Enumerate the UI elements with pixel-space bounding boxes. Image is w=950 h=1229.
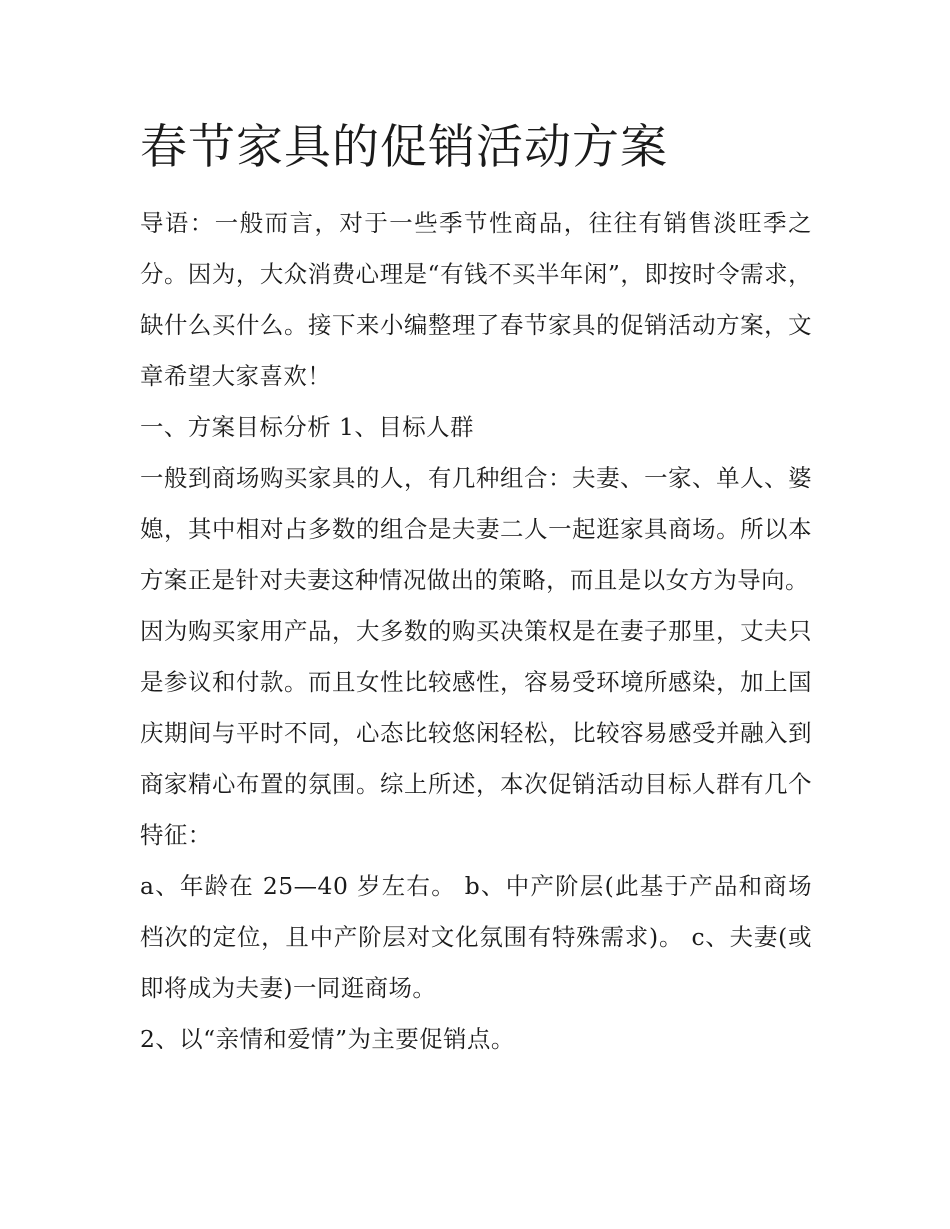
intro-paragraph: 导语：一般而言，对于一些季节性商品，往往有销售淡旺季之分。因为，大众消费心理是“有钱不买半年闲”，即按时令需求，缺什么买什么。接下来小编整理了春节家具的促销活动方案，文章希望大家喜欢！	[140, 209, 812, 390]
list-paragraph: a、年龄在 25—40 岁左右。 b、中产阶层(此基于产品和商场档次的定位，且中产阶层对文化氛围有特殊需求)。 c、夫妻(或即将成为夫妻)一同逛商场。	[140, 872, 812, 1002]
section-heading: 一、方案目标分析 1、目标人群	[140, 413, 474, 441]
document-title: 春节家具的促销活动方案	[140, 120, 668, 175]
body-paragraph: 因为购买家用产品，大多数的购买决策权是在妻子那里，丈夫只是参议和付款。而且女性比较感性，容易受环境所感染，加上国庆期间与平时不同，心态比较悠闲轻松，比较容易感受并融入到商家精心布置的氛围。综上所述，本次促销活动目标人群有几个特征：	[140, 617, 812, 849]
body-paragraph: 一般到商场购买家具的人，有几种组合：夫妻、一家、单人、婆媳，其中相对占多数的组合是夫妻二人一起逛家具商场。所以本方案正是针对夫妻这种情况做出的策略，而且是以女方为导向。	[140, 464, 812, 594]
subsection-heading: 2、以“亲情和爱情”为主要促销点。	[140, 1025, 515, 1053]
document-content	[140, 112, 812, 1065]
